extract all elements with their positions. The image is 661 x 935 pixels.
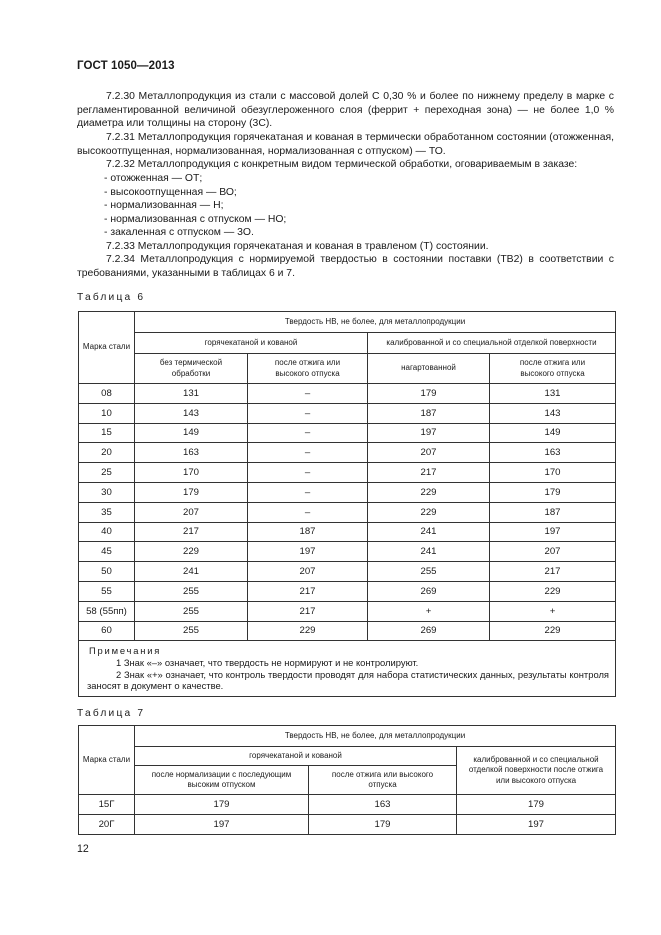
table-cell: 187 bbox=[248, 522, 368, 542]
table-6-caption: Таблица 6 bbox=[77, 292, 146, 303]
table6-header-group2: калиброванной и со специальной отделкой поверхности bbox=[368, 333, 616, 354]
table-cell: 269 bbox=[368, 621, 490, 641]
table-cell: 170 bbox=[490, 463, 616, 483]
table-cell: 131 bbox=[135, 384, 248, 404]
table-cell: 15Г bbox=[79, 795, 135, 815]
table-cell: – bbox=[248, 502, 368, 522]
table7-header-col1: после нормализации с последующим высоким отпуском bbox=[135, 766, 309, 795]
paragraph-7-2-32: 7.2.32 Металлопродукция с конкретным видом термической обработки, оговариваемым в заказе: bbox=[106, 159, 578, 170]
table-cell: – bbox=[248, 403, 368, 423]
table-cell: 197 bbox=[457, 815, 616, 835]
table-cell: 229 bbox=[368, 482, 490, 502]
table-row bbox=[79, 601, 616, 621]
table-cell: 197 bbox=[368, 423, 490, 443]
table-cell: 187 bbox=[490, 502, 616, 522]
table-row bbox=[79, 542, 616, 562]
table-row bbox=[79, 621, 616, 641]
table7-header-col3: калиброванной и со специальной отделкой поверхности после отжига или высокого отпуска bbox=[457, 747, 616, 795]
table-cell: 20 bbox=[79, 443, 135, 463]
table-cell: 217 bbox=[248, 581, 368, 601]
table-cell: 255 bbox=[135, 621, 248, 641]
table7-header-group1: горячекатаной и кованой bbox=[135, 747, 457, 766]
table-cell: 207 bbox=[368, 443, 490, 463]
table-cell: 179 bbox=[457, 795, 616, 815]
table-cell: – bbox=[248, 384, 368, 404]
table-cell: 269 bbox=[368, 581, 490, 601]
table-cell: 149 bbox=[490, 423, 616, 443]
table6-header-col1: без термической обработки bbox=[135, 354, 248, 384]
table6-header-mark: Марка стали bbox=[79, 312, 135, 384]
table-cell: 163 bbox=[135, 443, 248, 463]
table-cell: 163 bbox=[490, 443, 616, 463]
table-cell: 179 bbox=[490, 482, 616, 502]
table-cell: 255 bbox=[135, 581, 248, 601]
note-1: 1 Знак «–» означает, что твердость не нормируют и не контролируют. bbox=[116, 656, 419, 668]
table-cell: 08 bbox=[79, 384, 135, 404]
table-cell: 197 bbox=[135, 815, 309, 835]
table-row bbox=[79, 403, 616, 423]
table-cell: 143 bbox=[135, 403, 248, 423]
page-header-title: ГОСТ 1050—2013 bbox=[77, 60, 175, 72]
paragraph-7-2-33: 7.2.33 Металлопродукция горячекатаная и кованая в травленом (Т) состоянии. bbox=[106, 241, 489, 252]
table-cell: + bbox=[368, 601, 490, 621]
list-item: - нормализованная с отпуском — НО; bbox=[104, 213, 287, 225]
table-cell: 217 bbox=[490, 562, 616, 582]
table-cell: 229 bbox=[490, 581, 616, 601]
table7-header-col2: после отжига или высокого отпуска bbox=[309, 766, 457, 795]
table-row bbox=[79, 581, 616, 601]
table-cell: 20Г bbox=[79, 815, 135, 835]
table-cell: 197 bbox=[490, 522, 616, 542]
table-cell: 58 (55пп) bbox=[79, 601, 135, 621]
table6-header-top: Твердость НВ, не более, для металлопродукции bbox=[135, 312, 616, 333]
paragraph-7-2-30: 7.2.30 Металлопродукция из стали с массовой долей С 0,30 % и более по нижнему пределу в марке с регламентированной величиной обезуглероженного слоя (феррит + переходная зона) — не более 1,0 % диаметра или толщины на сторону (3С). bbox=[77, 91, 614, 130]
table-cell: 229 bbox=[135, 542, 248, 562]
table-cell: 50 bbox=[79, 562, 135, 582]
table-cell: 207 bbox=[135, 502, 248, 522]
table6-header-col3: нагартованной bbox=[368, 354, 490, 384]
table-row bbox=[79, 463, 616, 483]
paragraph-7-2-31: 7.2.31 Металлопродукция горячекатаная и кованая в термически обработанном состоянии (отожженная, высокоотпущенная, нормализованная, нормализованная с отпуском) — ТО. bbox=[77, 132, 614, 157]
table-cell: + bbox=[490, 601, 616, 621]
table-6 bbox=[78, 311, 616, 697]
table7-header-top: Твердость НВ, не более, для металлопродукции bbox=[135, 726, 616, 747]
table-row bbox=[79, 795, 616, 815]
list-item: - нормализованная — Н; bbox=[104, 200, 224, 212]
table-cell: 255 bbox=[368, 562, 490, 582]
table-cell: 149 bbox=[135, 423, 248, 443]
heat-treatment-list bbox=[104, 172, 286, 240]
table-cell: 197 bbox=[248, 542, 368, 562]
table-cell: – bbox=[248, 443, 368, 463]
paragraph-7-2-34: 7.2.34 Металлопродукция с нормируемой твердостью в состоянии поставки (ТВ2) в соответствии с требованиями, указанными в таблицах 6 и 7. bbox=[77, 254, 614, 279]
table-cell: 55 bbox=[79, 581, 135, 601]
table-cell: 241 bbox=[135, 562, 248, 582]
table6-notes bbox=[79, 641, 616, 696]
table-row bbox=[79, 502, 616, 522]
table-cell: 35 bbox=[79, 502, 135, 522]
table6-header-group1: горячекатаной и кованой bbox=[135, 333, 368, 354]
table-cell: 179 bbox=[368, 384, 490, 404]
table-cell: 25 bbox=[79, 463, 135, 483]
list-item: - высокоотпущенная — ВО; bbox=[104, 186, 237, 198]
table-cell: 217 bbox=[135, 522, 248, 542]
table-row bbox=[79, 522, 616, 542]
table-cell: 143 bbox=[490, 403, 616, 423]
table-cell: 207 bbox=[248, 562, 368, 582]
table-cell: 217 bbox=[368, 463, 490, 483]
table-7-caption: Таблица 7 bbox=[77, 708, 146, 719]
list-item: - закаленная с отпуском — 3О. bbox=[104, 227, 254, 239]
table-cell: 179 bbox=[135, 795, 309, 815]
table-cell: 15 bbox=[79, 423, 135, 443]
table-cell: 179 bbox=[135, 482, 248, 502]
table-cell: 255 bbox=[135, 601, 248, 621]
table6-header-col2: после отжига или высокого отпуска bbox=[248, 354, 368, 384]
table-cell: 10 bbox=[79, 403, 135, 423]
notes-title: Примечания bbox=[89, 645, 162, 657]
table-row bbox=[79, 443, 616, 463]
table-cell: 187 bbox=[368, 403, 490, 423]
table-cell: 45 bbox=[79, 542, 135, 562]
table-cell: – bbox=[248, 463, 368, 483]
table-cell: 241 bbox=[368, 522, 490, 542]
table-cell: 229 bbox=[248, 621, 368, 641]
table-cell: 60 bbox=[79, 621, 135, 641]
table-cell: 229 bbox=[368, 502, 490, 522]
table-row bbox=[79, 562, 616, 582]
table7-header-mark: Марка стали bbox=[79, 726, 135, 795]
note-2: 2 Знак «+» означает, что контроль твердости проводят для набора статистических данных, результаты контроля заносят в документ о качестве. bbox=[87, 668, 609, 692]
table-cell: 30 bbox=[79, 482, 135, 502]
table-cell: 217 bbox=[248, 601, 368, 621]
table-cell: 163 bbox=[309, 795, 457, 815]
table-cell: 207 bbox=[490, 542, 616, 562]
list-item: - отожженная — ОТ; bbox=[104, 173, 203, 184]
table-row bbox=[79, 815, 616, 835]
table6-header-col4: после отжига или высокого отпуска bbox=[490, 354, 616, 384]
table-cell: 241 bbox=[368, 542, 490, 562]
table-cell: – bbox=[248, 423, 368, 443]
table-row bbox=[79, 482, 616, 502]
table-cell: – bbox=[248, 482, 368, 502]
table-cell: 131 bbox=[490, 384, 616, 404]
page-number: 12 bbox=[77, 843, 89, 855]
table-cell: 179 bbox=[309, 815, 457, 835]
table-cell: 170 bbox=[135, 463, 248, 483]
table-cell: 40 bbox=[79, 522, 135, 542]
table-cell: 229 bbox=[490, 621, 616, 641]
table-row bbox=[79, 423, 616, 443]
table-row bbox=[79, 384, 616, 404]
table-7 bbox=[78, 725, 616, 835]
